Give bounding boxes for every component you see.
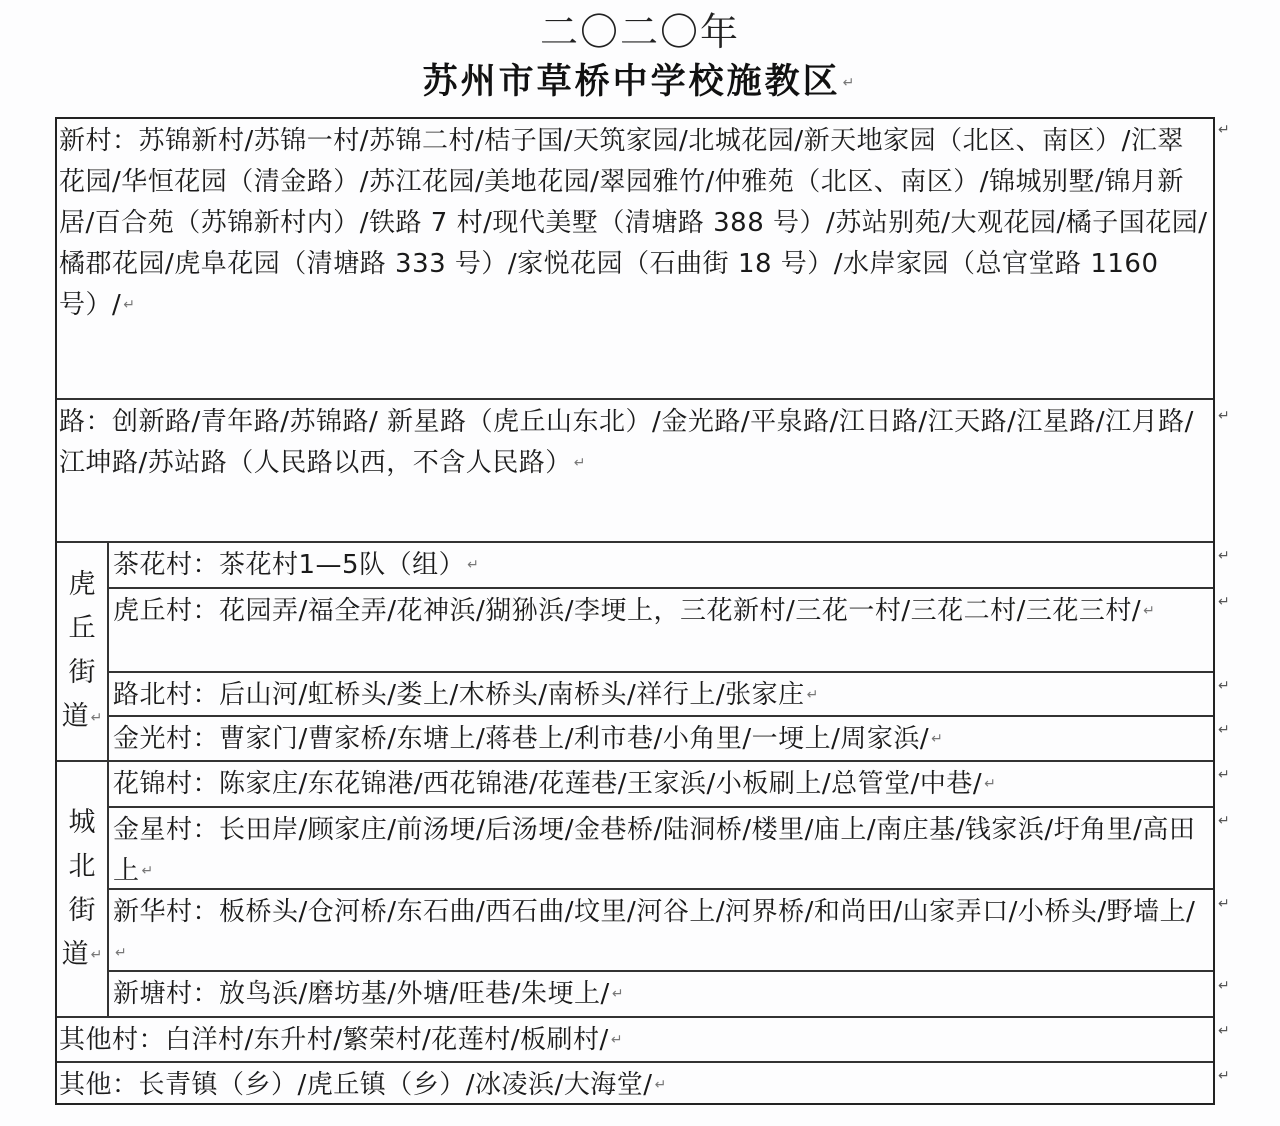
row-label: 花锦村： bbox=[113, 769, 220, 799]
cell-xinhua bbox=[109, 890, 1213, 974]
row-jinxing-village bbox=[109, 808, 1213, 890]
paragraph-mark-icon: ↵ bbox=[610, 1032, 624, 1048]
main-title-text: 苏州市草桥中学校施教区 bbox=[422, 62, 841, 102]
school-district-table bbox=[55, 117, 1215, 1105]
row-content: 白洋村/东升村/繁荣村/花莲村/板刷村/ bbox=[165, 1025, 609, 1055]
cell-roads bbox=[57, 400, 1213, 484]
paragraph-mark-icon: ↵ bbox=[467, 557, 480, 573]
row-new-villages bbox=[57, 119, 1213, 400]
row-chahua-village bbox=[109, 543, 1213, 589]
row-end-mark-icon: ↵ bbox=[1218, 722, 1230, 738]
cell-lubei bbox=[109, 673, 1213, 716]
row-xintang-village bbox=[109, 972, 1213, 1018]
row-huqiu-village bbox=[109, 589, 1213, 673]
paragraph-mark-icon: ↵ bbox=[1143, 603, 1156, 619]
row-content: 苏锦新村/苏锦一村/苏锦二村/桔子国/天筑家园/北城花园/新天地家园（北区、南区）/汇翠花园/华恒花园（清金路）/苏江花园/美地花园/翠园雅竹/仲雅苑（北区、南区）/锦城别墅/锦月新居/百合苑（苏锦新村内）/铁路 7 村/现代美墅（清塘路 388 号）/苏站别苑/大观花园/橘子国花园/橘郡花园/虎阜花园（清塘路 333 号）/家悦花园（石曲街 18 号）/水岸家园（总官堂路 1160 号）/ bbox=[59, 126, 1208, 320]
row-label: 虎丘村： bbox=[113, 596, 220, 626]
row-content: 长田岸/顾家庄/前汤埂/后汤埂/金巷桥/陆洞桥/楼里/庙上/南庄基/钱家浜/圩角里/高田上 bbox=[113, 815, 1196, 886]
paragraph-mark-icon: ↵ bbox=[611, 986, 625, 1002]
group-char: 丘 bbox=[68, 613, 96, 645]
row-content: 板桥头/仓河桥/东石曲/西石曲/坟里/河谷上/河界桥/和尚田/山家弄口/小桥头/野墙上/ bbox=[219, 897, 1196, 927]
row-content: 创新路/青年路/苏锦路/ 新星路（虎丘山东北）/金光路/平泉路/江日路/江天路/江星路/江月路/江坤路/苏站路（人民路以西，不含人民路） bbox=[59, 407, 1194, 478]
group-char: 北 bbox=[68, 850, 96, 882]
row-huajin-village bbox=[109, 762, 1213, 808]
row-label: 其他： bbox=[59, 1070, 139, 1100]
row-other-villages bbox=[57, 1018, 1213, 1063]
row-label: 路北村： bbox=[113, 680, 220, 710]
row-label: 金星村： bbox=[113, 815, 220, 845]
row-content: 花园弄/福全弄/花神浜/猢狲浜/李埂上，三花新村/三花一村/三花二村/三花三村/ bbox=[219, 596, 1142, 626]
row-label: 其他村： bbox=[59, 1025, 166, 1055]
paragraph-mark-icon: ↵ bbox=[90, 947, 103, 964]
row-content: 放鸟浜/磨坊基/外塘/旺巷/朱埂上/ bbox=[219, 979, 610, 1009]
row-jinguang-village bbox=[109, 717, 1213, 762]
row-end-mark-icon: ↵ bbox=[1218, 408, 1230, 424]
row-end-mark-icon: ↵ bbox=[1218, 896, 1230, 912]
row-lubei-village bbox=[109, 673, 1213, 717]
group-char-last: 道 bbox=[61, 938, 89, 970]
row-end-mark-icon: ↵ bbox=[1218, 978, 1230, 994]
row-end-mark-icon: ↵ bbox=[1218, 813, 1230, 829]
group-char: 虎 bbox=[68, 569, 96, 601]
row-content: 陈家庄/东花锦港/西花锦港/花莲巷/王家浜/小板刷上/总管堂/中巷/ bbox=[219, 769, 983, 799]
group-char bbox=[62, 695, 103, 740]
row-content: 茶花村1—5队（组） bbox=[219, 550, 466, 580]
row-label: 新村： bbox=[59, 126, 139, 156]
row-end-mark-icon: ↵ bbox=[1218, 548, 1230, 564]
row-end-mark-icon: ↵ bbox=[1218, 1023, 1230, 1039]
group-label-chengbei-subdistrict bbox=[57, 762, 109, 1018]
row-end-mark-icon: ↵ bbox=[1218, 678, 1230, 694]
group-char: 街 bbox=[68, 657, 96, 689]
row-content: 长青镇（乡）/虎丘镇（乡）/冰凌浜/大海堂/ bbox=[138, 1070, 653, 1100]
paragraph-mark-icon: ↵ bbox=[90, 709, 103, 726]
row-end-mark-icon: ↵ bbox=[1218, 767, 1230, 783]
row-label: 路： bbox=[59, 407, 113, 437]
row-roads bbox=[57, 400, 1213, 543]
row-end-mark-icon: ↵ bbox=[1218, 1068, 1230, 1084]
paragraph-mark-icon: ↵ bbox=[842, 75, 858, 91]
group-char-last: 道 bbox=[61, 701, 89, 733]
row-content: 后山河/虹桥头/娄上/木桥头/南桥头/祥行上/张家庄 bbox=[219, 680, 805, 710]
paragraph-mark-icon: ↵ bbox=[931, 731, 944, 747]
group-char bbox=[62, 933, 103, 978]
row-label: 新华村： bbox=[113, 897, 220, 927]
cell-chahua bbox=[109, 543, 1213, 586]
row-content: 曹家门/曹家桥/东塘上/蒋巷上/利市巷/小角里/一埂上/周家浜/ bbox=[219, 724, 930, 754]
cell-jinguang bbox=[109, 717, 1213, 760]
row-xinhua-village bbox=[109, 890, 1213, 972]
row-end-mark-icon: ↵ bbox=[1218, 594, 1230, 610]
cell-other-villages bbox=[57, 1018, 1213, 1061]
cell-huqiu bbox=[109, 589, 1213, 632]
row-label: 茶花村： bbox=[113, 550, 220, 580]
paragraph-mark-icon: ↵ bbox=[654, 1077, 667, 1093]
paragraph-mark-icon: ↵ bbox=[573, 455, 586, 471]
paragraph-mark-icon: ↵ bbox=[115, 945, 128, 961]
cell-other bbox=[57, 1063, 1213, 1106]
group-char: 城 bbox=[68, 806, 96, 838]
group-char: 街 bbox=[68, 894, 96, 926]
paragraph-mark-icon: ↵ bbox=[806, 687, 819, 703]
paragraph-mark-icon: ↵ bbox=[123, 297, 136, 313]
paragraph-mark-icon: ↵ bbox=[984, 776, 997, 792]
row-label: 新塘村： bbox=[113, 979, 220, 1009]
row-other bbox=[57, 1063, 1213, 1105]
cell-huajin bbox=[109, 762, 1213, 805]
document-main-title bbox=[0, 58, 1280, 107]
group-label-huqiu-subdistrict bbox=[57, 543, 109, 762]
cell-new-villages bbox=[57, 119, 1213, 326]
paragraph-mark-icon: ↵ bbox=[141, 863, 154, 879]
cell-jinxing bbox=[109, 808, 1213, 892]
row-end-mark-icon: ↵ bbox=[1218, 122, 1230, 138]
row-label: 金光村： bbox=[113, 724, 220, 754]
cell-xintang bbox=[109, 972, 1213, 1015]
document-year-title: 二〇二〇年 bbox=[539, 10, 740, 54]
